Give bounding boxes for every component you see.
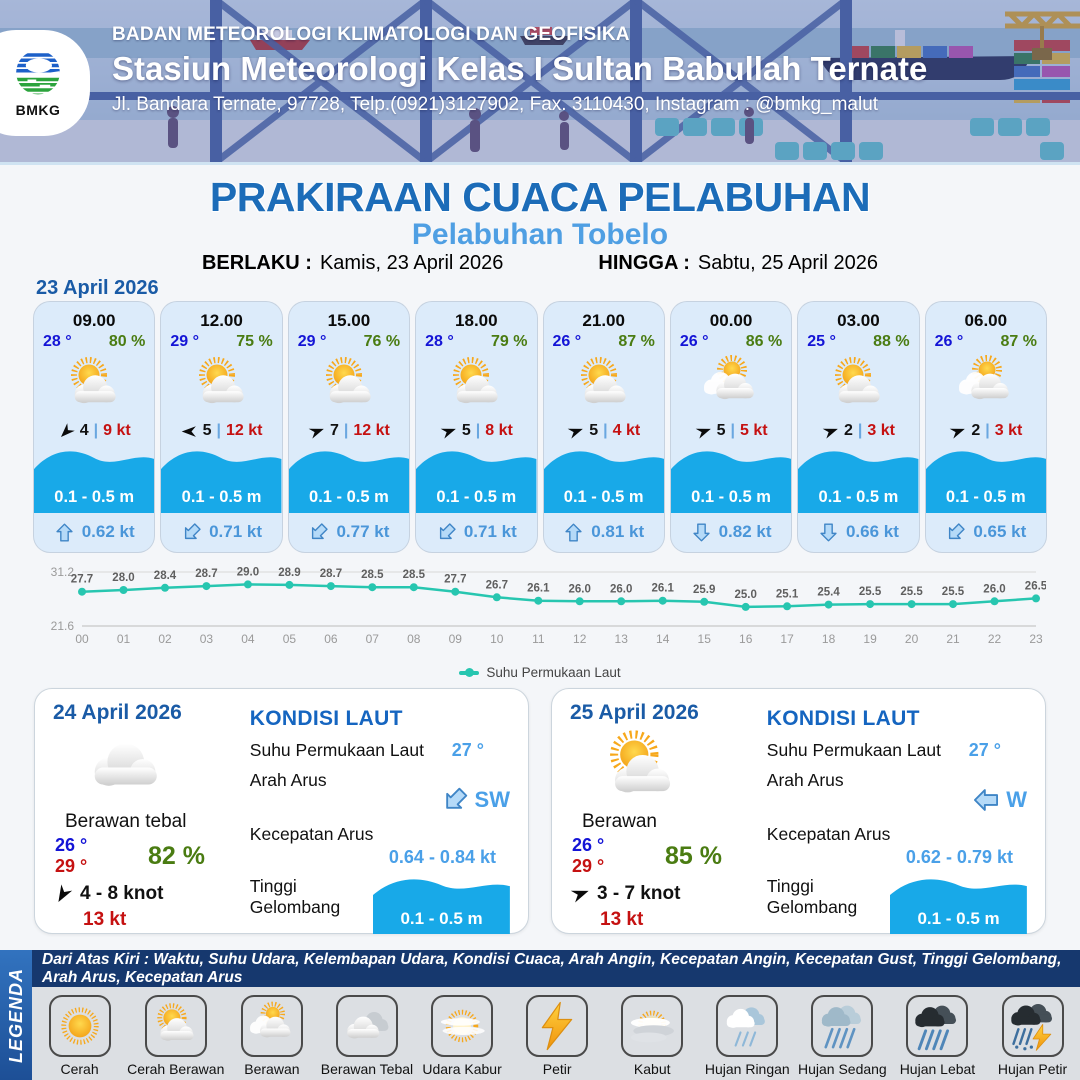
svg-text:16: 16 (739, 632, 753, 646)
day-temps (53, 835, 236, 877)
wave-height-band (289, 443, 409, 513)
day-wind (570, 883, 753, 905)
valid-until-value: Sabtu, 25 April 2026 (697, 252, 879, 274)
wind-separator: | (93, 422, 99, 439)
gust-speed: 3 kt (994, 422, 1023, 439)
svg-text:08: 08 (407, 632, 421, 646)
svg-text:28.5: 28.5 (361, 569, 384, 582)
wind-separator: | (985, 422, 990, 439)
svg-text:25.5: 25.5 (941, 586, 965, 599)
weather-icon (544, 351, 664, 419)
wind-direction-icon (181, 423, 198, 440)
legend-item-label: Udara Kabur (422, 1061, 502, 1077)
legend-item (985, 987, 1080, 1080)
legend-item-label: Berawan (244, 1061, 300, 1077)
haze-icon (431, 995, 493, 1057)
svg-text:09: 09 (448, 632, 462, 646)
gust-value: 13 kt (83, 909, 127, 930)
humidity: 76 % (363, 333, 401, 350)
humidity: 87 % (1000, 333, 1037, 350)
chart-series-label: Suhu Permukaan Laut (486, 665, 621, 680)
wave-height-band (671, 443, 791, 513)
valid-until-label: HINGGA : (598, 252, 690, 274)
weather-icon (289, 351, 409, 419)
current-speed: 0.71 kt (209, 522, 263, 542)
svg-text:01: 01 (116, 632, 131, 646)
forecast-time: 21.00 (582, 311, 625, 330)
wind-direction-icon (54, 419, 78, 443)
wave-height-band (544, 443, 664, 513)
wind-direction-icon (49, 880, 76, 907)
sea-conditions (753, 701, 1027, 928)
clouds-icon (241, 995, 303, 1057)
bmkg-logo (0, 30, 90, 136)
wind-row (544, 419, 664, 442)
wind-row (416, 419, 536, 442)
wave-height-band (34, 443, 154, 513)
valid-from-value: Kamis, 23 April 2026 (319, 252, 504, 274)
wind-speed: 5 (589, 422, 599, 439)
svg-text:28.5: 28.5 (402, 569, 425, 582)
sst-chart-plot (34, 556, 1046, 663)
svg-text:29.0: 29.0 (236, 566, 260, 579)
fog-icon (621, 995, 683, 1057)
current-speed: 0.81 kt (591, 522, 645, 542)
air-temp: 29 ° (170, 333, 200, 350)
current-row (161, 513, 281, 552)
day-card-24 (34, 688, 529, 934)
wind-separator: | (603, 422, 608, 439)
legend-item-label: Cerah (60, 1061, 99, 1077)
wind-row (289, 419, 409, 442)
svg-text:22: 22 (987, 632, 1002, 646)
wave-height: 0.1 - 0.5 m (181, 487, 262, 506)
humidity: 80 % (108, 333, 146, 350)
svg-text:25.1: 25.1 (775, 588, 799, 601)
current-speed: 0.62 kt (81, 522, 135, 542)
rain-light-icon (716, 995, 778, 1057)
hourly-card-0000 (671, 302, 791, 552)
wind-separator: | (216, 422, 222, 439)
current-direction: W (1006, 787, 1027, 812)
gust-value: 13 kt (600, 909, 644, 930)
humidity: 88 % (873, 333, 910, 350)
current-row (926, 513, 1046, 552)
legend-section (0, 950, 1080, 1080)
legend-item-label: Hujan Lebat (899, 1061, 976, 1077)
day-condition: Berawan (582, 811, 657, 832)
svg-text:26.0: 26.0 (983, 583, 1006, 596)
svg-text:28.0: 28.0 (112, 572, 135, 584)
svg-text:12: 12 (573, 632, 587, 646)
day-date: 25 April 2026 (570, 701, 699, 724)
air-temp: 29 ° (297, 333, 327, 350)
air-temp: 26 ° (934, 333, 964, 350)
current-direction-icon (563, 522, 584, 543)
humidity: 79 % (491, 333, 528, 350)
legend-item-label: Hujan Petir (997, 1061, 1068, 1077)
legend-item (32, 987, 127, 1080)
sea-heading: KONDISI LAUT (249, 707, 403, 730)
svg-text:06: 06 (324, 632, 338, 646)
hourly-card-2100 (544, 302, 664, 552)
sst-chart-legend (34, 665, 1046, 680)
svg-text:28.4: 28.4 (153, 569, 177, 582)
wind-direction-icon (567, 881, 593, 907)
temp-min: 26 ° (55, 835, 88, 855)
wind-speed: 4 (79, 422, 89, 439)
wind-row (926, 419, 1046, 442)
valid-until (598, 252, 878, 275)
forecast-date: 23 April 2026 (36, 277, 159, 299)
air-temp: 28 ° (425, 333, 454, 350)
current-speed: 0.66 kt (845, 522, 899, 542)
sst-value: 27 ° (968, 740, 1001, 760)
wave-height: 0.1 - 0.5 m (563, 487, 644, 506)
current-speed-row (250, 824, 510, 845)
current-speed: 0.71 kt (463, 522, 517, 542)
forecast-time: 15.00 (327, 311, 371, 330)
sea-heading: KONDISI LAUT (766, 707, 920, 730)
current-direction-icon (818, 522, 839, 543)
wave-height-band (161, 443, 281, 513)
humidity-value: 85 % (665, 842, 722, 870)
wave-height-band (926, 443, 1046, 513)
current-speed-value: 0.64 - 0.84 kt (388, 847, 496, 867)
svg-text:05: 05 (282, 632, 297, 646)
bmkg-logo-text: BMKG (15, 102, 61, 118)
legend-item-label: Berawan Tebal (320, 1061, 414, 1077)
current-direction-icon (435, 780, 475, 820)
wind-row (161, 419, 281, 442)
air-temp: 25 ° (807, 333, 836, 350)
wind-direction-icon (947, 420, 969, 442)
gust-speed: 3 kt (867, 422, 895, 439)
wind-speed: 7 (330, 422, 339, 439)
sst-label: Suhu Permukaan Laut (249, 740, 424, 760)
legend-item-label: Kabut (633, 1061, 671, 1077)
svg-text:25.0: 25.0 (734, 588, 757, 601)
current-direction-icon (972, 786, 1000, 814)
svg-text:23: 23 (1029, 632, 1043, 646)
station-name: Stasiun Meteorologi Kelas I Sultan Babullah Ternate (112, 50, 928, 87)
legend-item (510, 987, 605, 1080)
legend-item-label: Petir (542, 1061, 572, 1077)
wind-speed: 5 (461, 422, 471, 439)
valid-from (202, 252, 503, 275)
current-speed-label: Kecepatan Arus (249, 824, 374, 844)
sea-conditions (236, 701, 510, 928)
current-direction: SW (474, 787, 510, 812)
legend-item-label: Hujan Ringan (704, 1061, 790, 1077)
legend-item-label: Hujan Sedang (797, 1061, 887, 1077)
air-temp: 26 ° (552, 333, 582, 350)
legend-item-label: Cerah Berawan (127, 1061, 225, 1077)
wave-height: 0.1 - 0.5 m (818, 487, 899, 506)
humidity: 87 % (618, 333, 655, 350)
legend-title-band (0, 950, 32, 1080)
wave-height: 0.1 - 0.5 m (436, 487, 517, 506)
forecast-time: 12.00 (200, 311, 243, 330)
current-direction-icon (177, 518, 207, 548)
humidity: 86 % (745, 333, 783, 350)
wave-height-value: 0.1 - 0.5 m (917, 909, 1000, 928)
svg-text:25.5: 25.5 (900, 586, 923, 599)
svg-text:28.7: 28.7 (195, 568, 218, 581)
legend-item (319, 987, 414, 1080)
svg-text:21: 21 (946, 632, 960, 646)
current-direction-icon (941, 518, 971, 548)
wind-speed: 5 (716, 422, 726, 439)
wind-direction-icon (820, 420, 842, 442)
wind-range: 4 - 8 knot (80, 883, 164, 904)
legend-item (415, 987, 510, 1080)
cloud-icon (53, 725, 236, 811)
wind-direction-icon (437, 420, 459, 442)
weather-icon (798, 351, 918, 419)
current-speed: 0.65 kt (973, 522, 1027, 542)
legend-item (127, 987, 224, 1080)
thick-clouds-icon (336, 995, 398, 1057)
hourly-card-1800 (416, 302, 536, 552)
svg-text:31.2: 31.2 (50, 565, 74, 579)
svg-text:10: 10 (490, 632, 504, 646)
page-subtitle: Pelabuhan Tobelo (411, 218, 669, 251)
svg-text:26.1: 26.1 (651, 582, 674, 595)
svg-text:07: 07 (365, 632, 379, 646)
rain-heavy-icon (906, 995, 968, 1057)
svg-text:19: 19 (863, 632, 877, 646)
hourly-cards (34, 302, 1046, 552)
current-row (416, 513, 536, 552)
current-speed-label: Kecepatan Arus (766, 824, 891, 844)
wind-speed: 2 (843, 422, 853, 439)
wave-height-box (890, 872, 1027, 934)
temp-min: 26 ° (572, 835, 605, 855)
wind-separator: | (475, 422, 481, 439)
svg-text:25.9: 25.9 (693, 583, 716, 596)
wave-label: Tinggi Gelombang (249, 876, 341, 917)
forecast-time: 09.00 (72, 311, 116, 330)
sst-label: Suhu Permukaan Laut (766, 740, 941, 760)
current-row (34, 513, 154, 552)
svg-text:02: 02 (158, 632, 172, 646)
forecast-time: 18.00 (455, 311, 498, 330)
hourly-card-1200 (161, 302, 281, 552)
wave-height: 0.1 - 0.5 m (945, 487, 1026, 506)
sst-row (250, 740, 510, 761)
svg-text:25.5: 25.5 (858, 586, 882, 599)
current-dir-label: Arah Arus (249, 770, 327, 790)
day-weather-column (570, 701, 753, 930)
daily-cards (34, 688, 1046, 934)
lightning-icon (526, 995, 588, 1057)
current-speed-value: 0.62 - 0.79 kt (905, 847, 1013, 867)
current-dir-label: Arah Arus (766, 770, 844, 790)
sun-cloud-icon (570, 725, 753, 811)
legend-item (890, 987, 985, 1080)
current-direction-icon (304, 518, 334, 548)
svg-text:04: 04 (241, 632, 255, 646)
weather-icon (671, 351, 791, 419)
wind-direction-icon (565, 420, 587, 442)
wind-direction-icon (306, 420, 328, 442)
current-speed: 0.82 kt (718, 522, 772, 542)
wind-speed: 5 (202, 422, 212, 439)
wave-height: 0.1 - 0.5 m (691, 487, 771, 506)
day-wind (53, 883, 236, 905)
gust-speed: 9 kt (103, 422, 131, 439)
weather-icon (161, 351, 281, 419)
hourly-card-1500 (289, 302, 409, 552)
station-address: Jl. Bandara Ternate, 97728, Telp.(0921)3127902, Fax. 3110430, Instagram : @bmkg_malut (112, 94, 879, 115)
svg-text:26.1: 26.1 (527, 582, 550, 595)
wind-row (798, 419, 918, 442)
rain-lightning-icon (1002, 995, 1064, 1057)
validity-row (0, 252, 1080, 275)
gust-speed: 4 kt (612, 422, 641, 439)
wind-separator: | (343, 422, 349, 439)
sst-row (767, 740, 1027, 761)
gust-speed: 12 kt (353, 422, 390, 439)
air-temp: 28 ° (43, 333, 72, 350)
weather-icon (926, 351, 1046, 419)
chart-series-marker (459, 671, 479, 675)
rain-medium-icon (811, 995, 873, 1057)
wave-row (250, 876, 510, 934)
page-title: PRAKIRAAN CUACA PELABUHAN (209, 174, 871, 220)
temp-max: 29 ° (572, 856, 605, 876)
svg-text:00: 00 (75, 632, 89, 646)
svg-text:25.4: 25.4 (817, 586, 840, 599)
humidity: 75 % (236, 333, 273, 350)
svg-text:14: 14 (656, 632, 670, 646)
gust-speed: 12 kt (226, 422, 263, 439)
wave-height: 0.1 - 0.5 m (54, 487, 135, 506)
svg-text:27.7: 27.7 (444, 573, 467, 586)
wind-range: 3 - 7 knot (597, 883, 681, 904)
svg-text:17: 17 (780, 632, 794, 646)
current-speed-row (767, 824, 1027, 845)
legend-item (700, 987, 795, 1080)
wave-height-box (373, 872, 510, 934)
current-direction-icon (691, 522, 712, 543)
legend-item (605, 987, 700, 1080)
day-condition: Berawan tebal (65, 811, 187, 832)
legend-items (32, 987, 1080, 1080)
bmkg-logo-icon (10, 48, 66, 104)
wave-row (767, 876, 1027, 934)
header-banner (0, 0, 1080, 165)
svg-text:13: 13 (614, 632, 628, 646)
weather-icon (34, 351, 154, 419)
svg-text:26.5: 26.5 (1024, 580, 1046, 593)
svg-text:18: 18 (821, 632, 836, 646)
gust-speed: 5 kt (739, 422, 768, 439)
svg-text:26.0: 26.0 (610, 583, 633, 596)
gust-speed: 8 kt (485, 422, 513, 439)
wind-separator: | (730, 422, 735, 439)
wave-height-band (416, 443, 536, 513)
wave-height-value: 0.1 - 0.5 m (400, 909, 483, 928)
forecast-time: 03.00 (837, 311, 880, 330)
humidity-value: 82 % (148, 842, 205, 870)
svg-text:26.7: 26.7 (485, 579, 508, 592)
svg-text:15: 15 (697, 632, 711, 646)
current-row (798, 513, 918, 552)
temp-max: 29 ° (55, 856, 88, 876)
current-row (671, 513, 791, 552)
sst-chart (34, 556, 1046, 680)
wave-height-band (798, 443, 918, 513)
svg-text:20: 20 (904, 632, 919, 646)
sun-cloud-icon (145, 995, 207, 1057)
svg-text:21.6: 21.6 (50, 619, 74, 633)
svg-text:03: 03 (199, 632, 214, 646)
wave-height: 0.1 - 0.5 m (309, 487, 389, 506)
legend-title: LEGENDA (5, 967, 26, 1063)
legend-item (224, 987, 319, 1080)
agency-name: BADAN METEOROLOGI KLIMATOLOGI DAN GEOFISIKA (112, 24, 630, 45)
day-weather-column (53, 701, 236, 930)
hourly-card-0900 (34, 302, 154, 552)
svg-text:27.7: 27.7 (70, 573, 94, 586)
svg-text:28.7: 28.7 (319, 568, 343, 581)
current-row (544, 513, 664, 552)
legend-item (795, 987, 890, 1080)
day-temps (570, 835, 753, 877)
hourly-card-0600 (926, 302, 1046, 552)
header-text (112, 24, 927, 116)
current-direction-icon (431, 518, 461, 548)
svg-text:28.9: 28.9 (278, 566, 301, 579)
day-card-25 (551, 688, 1046, 934)
wind-row (34, 419, 154, 442)
weather-icon (416, 351, 536, 419)
forecast-time: 06.00 (964, 311, 1008, 330)
svg-text:26.0: 26.0 (568, 583, 591, 596)
svg-text:11: 11 (532, 632, 545, 646)
current-speed: 0.77 kt (336, 522, 390, 542)
sst-value: 27 ° (451, 740, 484, 760)
current-row (289, 513, 409, 552)
current-direction-icon (54, 522, 75, 543)
day-date: 24 April 2026 (53, 701, 182, 724)
wind-row (671, 419, 791, 442)
forecast-time: 00.00 (709, 311, 753, 330)
hourly-card-0300 (798, 302, 918, 552)
wind-speed: 2 (971, 422, 981, 439)
wind-direction-icon (692, 420, 714, 442)
wind-separator: | (857, 422, 863, 439)
valid-from-label: BERLAKU : (201, 252, 312, 274)
legend-note: Dari Atas Kiri : Waktu, Suhu Udara, Kelembapan Udara, Kondisi Cuaca, Arah Angin, Kecepatan Angin, Kecepatan Gust, Tinggi Gelombang, Arah Arus, Kecepatan Arus (32, 950, 1080, 987)
wave-label: Tinggi Gelombang (766, 876, 858, 917)
sun-icon (49, 995, 111, 1057)
air-temp: 26 ° (679, 333, 709, 350)
